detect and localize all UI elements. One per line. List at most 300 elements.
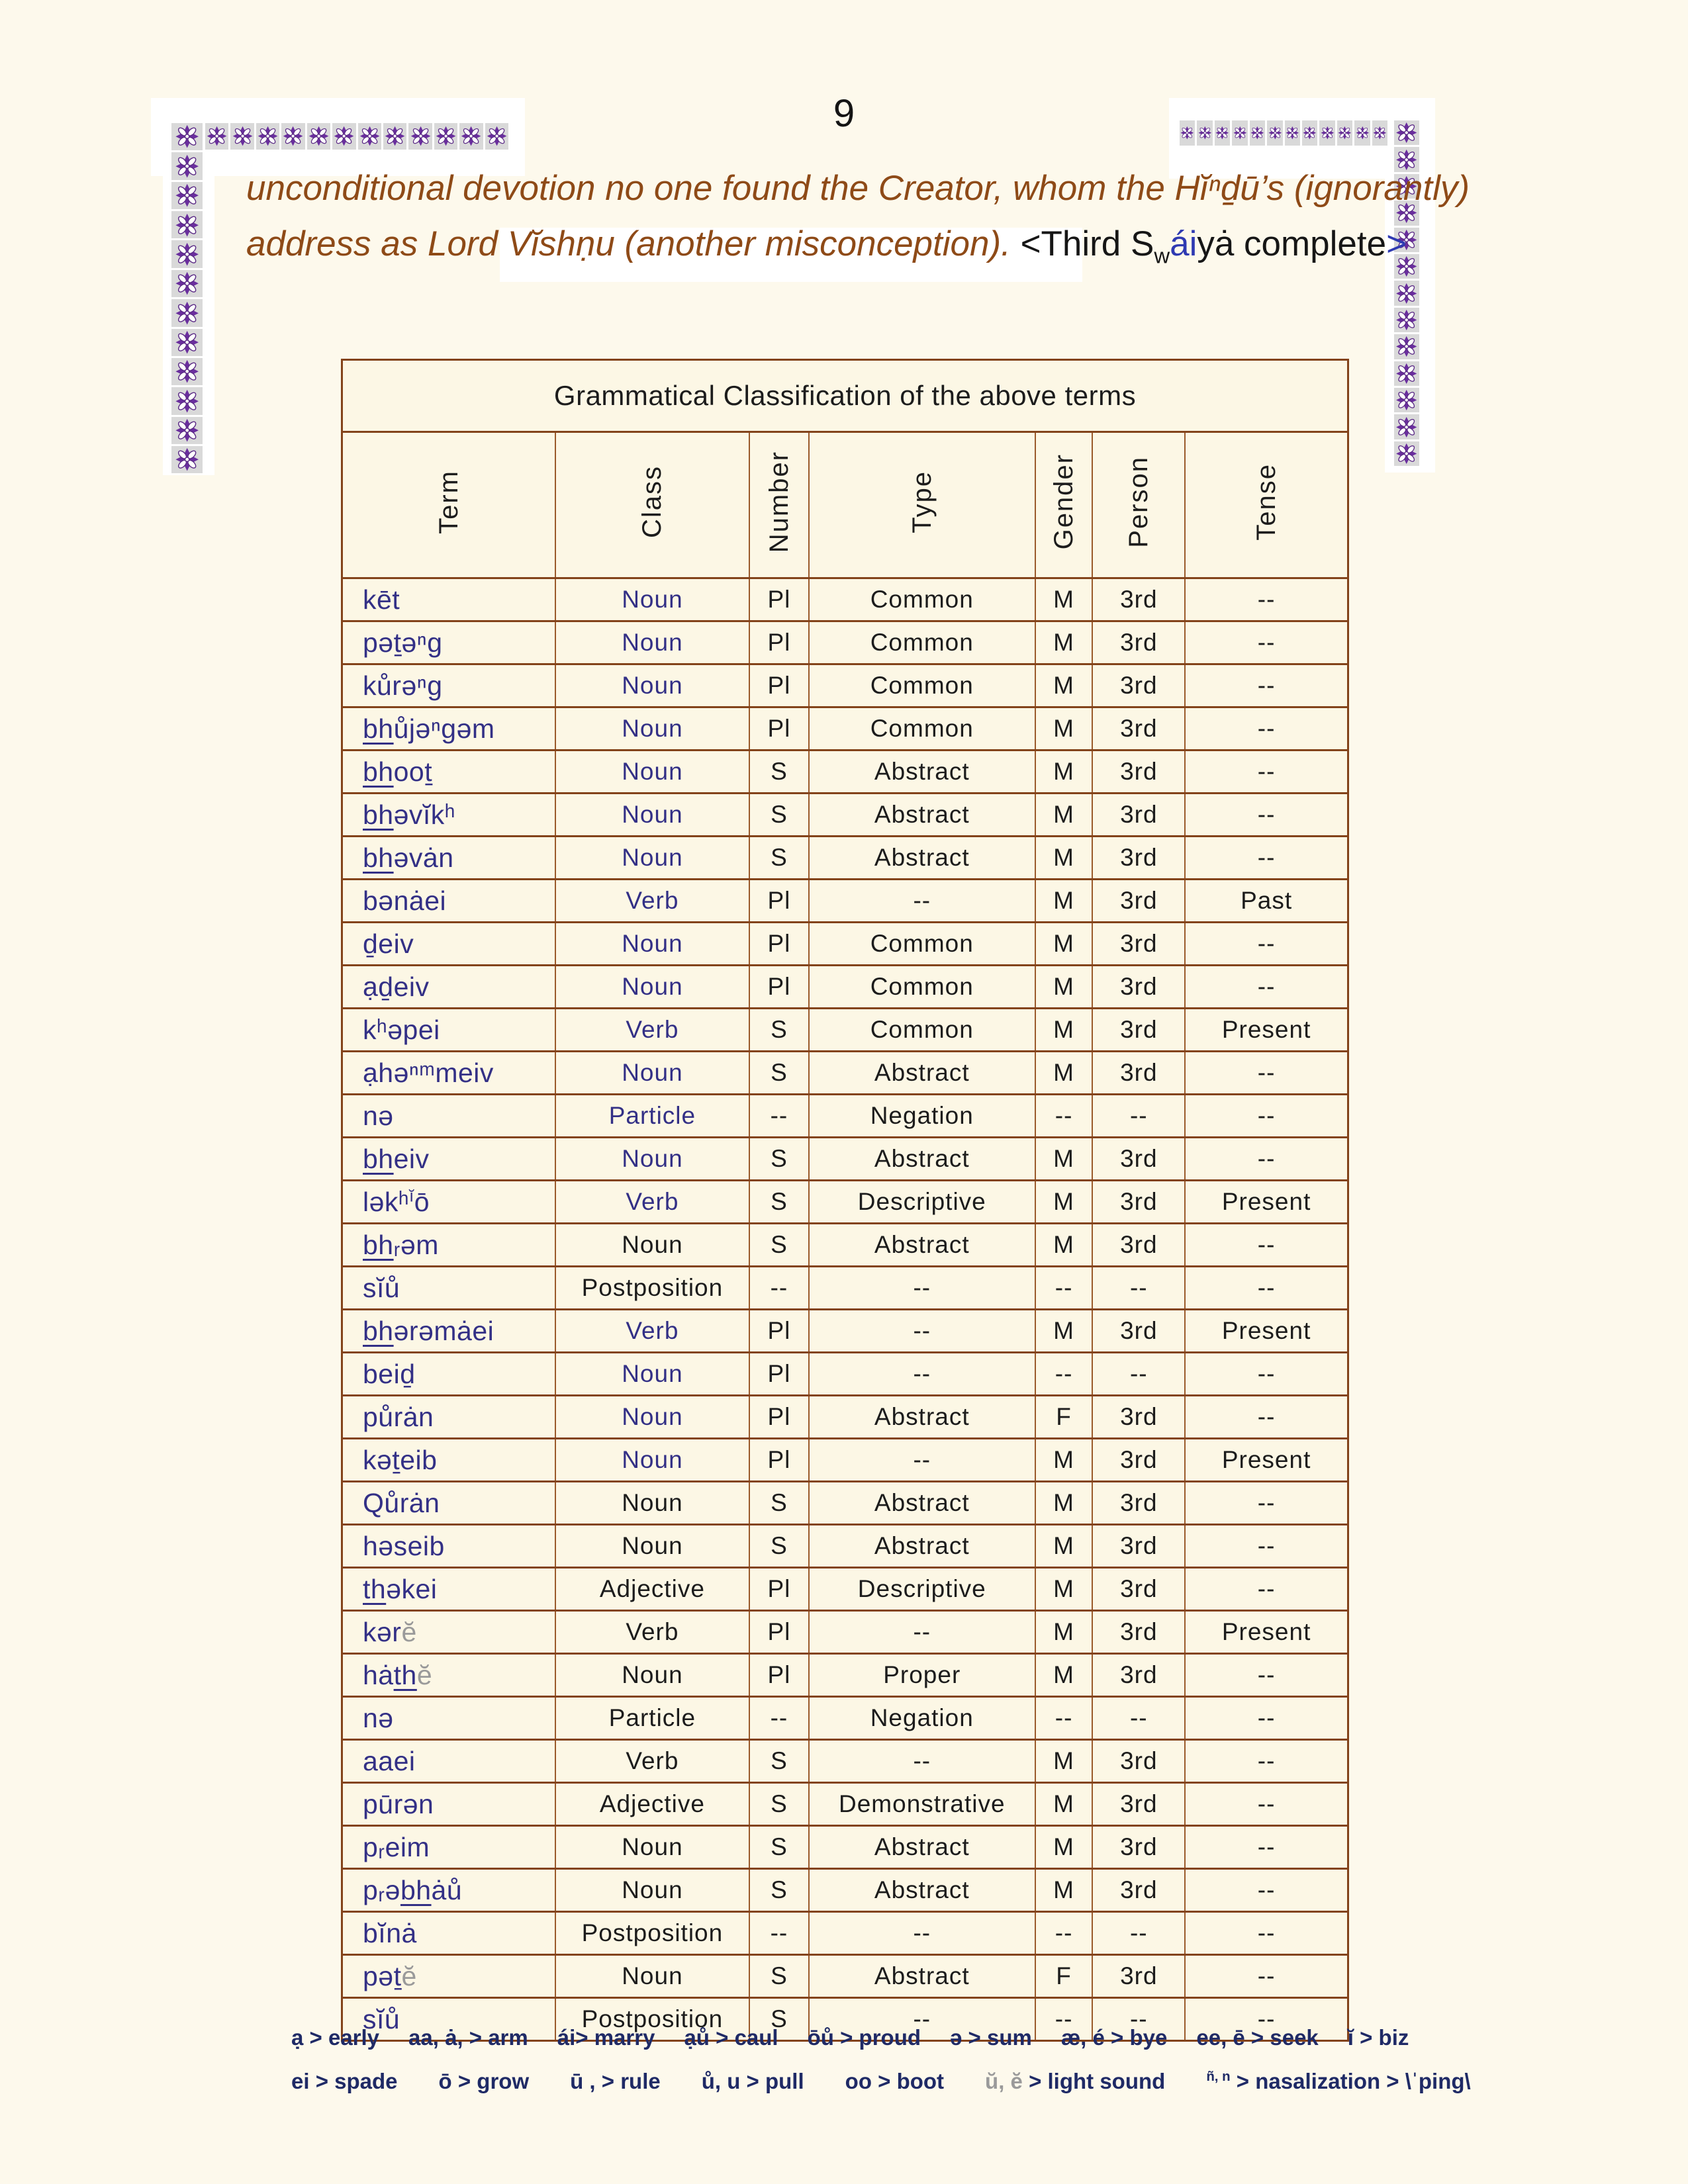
cell-tense: Present — [1185, 1310, 1348, 1353]
cell-gender: -- — [1035, 1697, 1093, 1740]
cell-class: Noun — [555, 1224, 749, 1267]
flower-ornament-icon — [171, 446, 203, 473]
table-row — [342, 1353, 1348, 1396]
cell-term: aaei — [342, 1740, 555, 1783]
cell-type: Descriptive — [809, 1181, 1035, 1224]
cell-type: Demonstrative — [809, 1783, 1035, 1826]
cell-person: 3rd — [1092, 1439, 1185, 1482]
table-row — [342, 923, 1348, 966]
cell-gender: -- — [1035, 1267, 1093, 1310]
cell-number: S — [749, 1826, 809, 1869]
cell-number: S — [749, 1955, 809, 1998]
cell-person: -- — [1092, 1998, 1185, 2041]
key-item: oo > boot — [845, 2069, 945, 2093]
cell-term: pūrən — [342, 1783, 555, 1826]
cell-class: Verb — [555, 1740, 749, 1783]
cell-class: Noun — [555, 794, 749, 837]
table-row — [342, 1439, 1348, 1482]
cell-class: Adjective — [555, 1568, 749, 1611]
cell-gender: M — [1035, 1826, 1093, 1869]
cell-gender: M — [1035, 1224, 1093, 1267]
table-header-row — [342, 432, 1348, 578]
key-item: ei > spade — [291, 2069, 398, 2093]
flower-ornament-icon — [171, 211, 203, 238]
cell-person: 3rd — [1092, 1310, 1185, 1353]
cell-term: bhəvĭkʰ — [342, 794, 555, 837]
cell-term: kərĕ — [342, 1611, 555, 1654]
cell-class: Noun — [555, 1052, 749, 1095]
cell-type: -- — [809, 880, 1035, 923]
cell-term: nə — [342, 1697, 555, 1740]
cell-tense: -- — [1185, 1267, 1348, 1310]
cell-term: bhəvȧn — [342, 837, 555, 880]
cell-class: Noun — [555, 1869, 749, 1912]
cell-gender: -- — [1035, 1353, 1093, 1396]
cell-person: 3rd — [1092, 1740, 1185, 1783]
cell-number: S — [749, 1998, 809, 2041]
cell-class: Verb — [555, 1009, 749, 1052]
intro-line-2 — [246, 222, 1407, 269]
column-header-number: Number — [749, 432, 809, 578]
cell-type: Abstract — [809, 1396, 1035, 1439]
table-row — [342, 1697, 1348, 1740]
cell-number: Pl — [749, 1439, 809, 1482]
cell-number: Pl — [749, 621, 809, 664]
flower-ornament-icon — [171, 270, 203, 297]
cell-number: S — [749, 837, 809, 880]
cell-type: -- — [809, 1310, 1035, 1353]
cell-gender: -- — [1035, 1912, 1093, 1955]
cell-tense: -- — [1185, 1482, 1348, 1525]
cell-person: 3rd — [1092, 794, 1185, 837]
cell-tense: -- — [1185, 1224, 1348, 1267]
cell-type: -- — [809, 1267, 1035, 1310]
cell-term: bhərəmȧei — [342, 1310, 555, 1353]
cell-number: Pl — [749, 923, 809, 966]
cell-class: Noun — [555, 621, 749, 664]
column-header-class: Class — [555, 432, 749, 578]
cell-tense: -- — [1185, 1869, 1348, 1912]
cell-tense: -- — [1185, 1138, 1348, 1181]
cell-type: Negation — [809, 1697, 1035, 1740]
cell-number: -- — [749, 1267, 809, 1310]
flower-ornament-icon — [171, 152, 203, 179]
cell-class: Verb — [555, 1181, 749, 1224]
pronunciation-key-row-2 — [291, 2069, 1471, 2094]
cell-term: kəṯeib — [342, 1439, 555, 1482]
cell-tense: -- — [1185, 923, 1348, 966]
swaiya-note-blue: ái — [1170, 224, 1197, 263]
cell-tense: -- — [1185, 1095, 1348, 1138]
table-row — [342, 1568, 1348, 1611]
cell-term: kʰəpei — [342, 1009, 555, 1052]
grammar-classification-table — [341, 359, 1349, 2042]
cell-gender: M — [1035, 1568, 1093, 1611]
column-header-type: Type — [809, 432, 1035, 578]
cell-term: sĭů — [342, 1998, 555, 2041]
flower-ornament-icon — [1394, 441, 1419, 466]
key-item: aa, ȧ, > arm — [408, 2025, 528, 2050]
table-row — [342, 1826, 1348, 1869]
cell-number: S — [749, 1138, 809, 1181]
cell-number: Pl — [749, 1396, 809, 1439]
cell-type: Abstract — [809, 751, 1035, 794]
cell-gender: M — [1035, 1740, 1093, 1783]
cell-tense: Present — [1185, 1611, 1348, 1654]
table-row — [342, 837, 1348, 880]
cell-tense: Present — [1185, 1009, 1348, 1052]
cell-gender: M — [1035, 1654, 1093, 1697]
cell-term: bĭnȧ — [342, 1912, 555, 1955]
cell-type: Abstract — [809, 837, 1035, 880]
cell-number: S — [749, 794, 809, 837]
cell-number: S — [749, 1482, 809, 1525]
cell-number: S — [749, 1525, 809, 1568]
key-item: æ, é > bye — [1060, 2025, 1168, 2050]
cell-person: -- — [1092, 1353, 1185, 1396]
column-header-person: Person — [1092, 432, 1185, 578]
page-number: 9 — [833, 92, 855, 135]
flower-ornament-icon — [1394, 361, 1419, 386]
cell-gender: M — [1035, 1181, 1093, 1224]
cell-class: Noun — [555, 837, 749, 880]
table-row — [342, 621, 1348, 664]
cell-person: -- — [1092, 1095, 1185, 1138]
cell-class: Noun — [555, 1353, 749, 1396]
cell-type: -- — [809, 1912, 1035, 1955]
column-header-gender: Gender — [1035, 432, 1093, 578]
cell-person: 3rd — [1092, 1955, 1185, 1998]
table-row — [342, 1482, 1348, 1525]
cell-number: Pl — [749, 578, 809, 621]
table-row — [342, 1525, 1348, 1568]
cell-number: Pl — [749, 1353, 809, 1396]
intro-brown-text: address as Lord Vĭshṇu (another misconception). — [246, 224, 1021, 263]
cell-class: Noun — [555, 1826, 749, 1869]
cell-class: Postposition — [555, 1267, 749, 1310]
cell-term: pəṯəⁿg — [342, 621, 555, 664]
cell-gender: M — [1035, 837, 1093, 880]
cell-term: ḏeiv — [342, 923, 555, 966]
cell-gender: M — [1035, 1783, 1093, 1826]
cell-person: 3rd — [1092, 1611, 1185, 1654]
cell-person: 3rd — [1092, 707, 1185, 751]
cell-tense: -- — [1185, 1697, 1348, 1740]
table-row — [342, 1009, 1348, 1052]
key-item: ŭ, ĕ > light sound — [985, 2069, 1166, 2093]
cell-number: Pl — [749, 966, 809, 1009]
cell-person: 3rd — [1092, 1052, 1185, 1095]
cell-term: půrȧn — [342, 1396, 555, 1439]
cell-person: 3rd — [1092, 1181, 1185, 1224]
cell-term: həseib — [342, 1525, 555, 1568]
cell-gender: M — [1035, 1138, 1093, 1181]
cell-type: Abstract — [809, 1482, 1035, 1525]
cell-number: S — [749, 1869, 809, 1912]
cell-person: 3rd — [1092, 1396, 1185, 1439]
table-row — [342, 1955, 1348, 1998]
cell-person: 3rd — [1092, 1568, 1185, 1611]
cell-type: Abstract — [809, 1869, 1035, 1912]
swaiya-note-black: <Third S — [1020, 224, 1154, 263]
cell-class: Noun — [555, 923, 749, 966]
cell-term: Qůrȧn — [342, 1482, 555, 1525]
cell-type: -- — [809, 1740, 1035, 1783]
cell-term: ləkʰ$^ĭ$ō — [342, 1181, 555, 1224]
cell-term: kēt — [342, 578, 555, 621]
key-item: ĭ > biz — [1347, 2025, 1409, 2050]
cell-person: 3rd — [1092, 1138, 1185, 1181]
key-item: ů, u > pull — [701, 2069, 804, 2093]
cell-tense: -- — [1185, 1568, 1348, 1611]
cell-term: pəṯĕ — [342, 1955, 555, 1998]
cell-number: Pl — [749, 664, 809, 707]
cell-gender: M — [1035, 1869, 1093, 1912]
cell-class: Adjective — [555, 1783, 749, 1826]
table-title: Grammatical Classification of the above terms — [342, 360, 1348, 432]
cell-gender: M — [1035, 664, 1093, 707]
cell-type: Common — [809, 621, 1035, 664]
cell-class: Verb — [555, 1611, 749, 1654]
cell-term: pᵣeim — [342, 1826, 555, 1869]
cell-type: -- — [809, 1998, 1035, 2041]
cell-tense: -- — [1185, 664, 1348, 707]
cell-gender: -- — [1035, 1095, 1093, 1138]
cell-tense: -- — [1185, 578, 1348, 621]
cell-gender: M — [1035, 1310, 1093, 1353]
cell-term: thəkei — [342, 1568, 555, 1611]
cell-person: -- — [1092, 1697, 1185, 1740]
cell-term: bhᵣəm — [342, 1224, 555, 1267]
table-row — [342, 794, 1348, 837]
cell-number: -- — [749, 1912, 809, 1955]
cell-type: Proper — [809, 1654, 1035, 1697]
cell-tense: Present — [1185, 1439, 1348, 1482]
table-row — [342, 578, 1348, 621]
cell-type: Abstract — [809, 1525, 1035, 1568]
cell-number: S — [749, 1783, 809, 1826]
cell-term: bənȧei — [342, 880, 555, 923]
flower-ornament-icon — [171, 387, 203, 414]
cell-number: -- — [749, 1697, 809, 1740]
table-row — [342, 1740, 1348, 1783]
cell-type: -- — [809, 1439, 1035, 1482]
cell-number: Pl — [749, 1611, 809, 1654]
cell-tense: -- — [1185, 1525, 1348, 1568]
flower-ornament-icon — [171, 329, 203, 356]
cell-tense: -- — [1185, 1826, 1348, 1869]
cell-person: 3rd — [1092, 1826, 1185, 1869]
flower-ornament-icon — [171, 299, 203, 326]
cell-class: Noun — [555, 1439, 749, 1482]
cell-tense: -- — [1185, 621, 1348, 664]
table-row — [342, 664, 1348, 707]
cell-type: Common — [809, 707, 1035, 751]
cell-class: Noun — [555, 664, 749, 707]
cell-person: 3rd — [1092, 1482, 1185, 1525]
cell-person: 3rd — [1092, 621, 1185, 664]
cell-term: ạhəⁿᵐmeiv — [342, 1052, 555, 1095]
cell-number: -- — [749, 1095, 809, 1138]
cell-type: Abstract — [809, 1138, 1035, 1181]
cell-person: 3rd — [1092, 1654, 1185, 1697]
cell-tense: -- — [1185, 837, 1348, 880]
cell-class: Noun — [555, 707, 749, 751]
cell-term: beiḏ — [342, 1353, 555, 1396]
table-row — [342, 1181, 1348, 1224]
cell-gender: M — [1035, 794, 1093, 837]
cell-gender: M — [1035, 1482, 1093, 1525]
cell-class: Noun — [555, 1396, 749, 1439]
cell-gender: -- — [1035, 1998, 1093, 2041]
cell-class: Postposition — [555, 1912, 749, 1955]
cell-person: -- — [1092, 1912, 1185, 1955]
cell-number: S — [749, 1740, 809, 1783]
cell-class: Verb — [555, 880, 749, 923]
cell-person: 3rd — [1092, 923, 1185, 966]
cell-term: bhůjəⁿgəm — [342, 707, 555, 751]
table-row — [342, 1912, 1348, 1955]
table-row — [342, 1783, 1348, 1826]
cell-class: Verb — [555, 1310, 749, 1353]
cell-term: nə — [342, 1095, 555, 1138]
cell-term: hȧthĕ — [342, 1654, 555, 1697]
cell-term: pᵣəbhȧů — [342, 1869, 555, 1912]
cell-class: Particle — [555, 1095, 749, 1138]
flower-ornament-icon — [1394, 308, 1419, 332]
cell-gender: M — [1035, 1052, 1093, 1095]
cell-person: 3rd — [1092, 664, 1185, 707]
pronunciation-key-row-1 — [291, 2025, 1456, 2050]
key-item: ạ > early — [291, 2025, 380, 2050]
table-row — [342, 707, 1348, 751]
flower-ornament-icon — [171, 182, 203, 209]
cell-class: Postposition — [555, 1998, 749, 2041]
cell-person: 3rd — [1092, 837, 1185, 880]
cell-person: 3rd — [1092, 578, 1185, 621]
cell-class: Noun — [555, 1525, 749, 1568]
cell-person: 3rd — [1092, 1869, 1185, 1912]
cell-term: bheiv — [342, 1138, 555, 1181]
key-item: ōů > proud — [807, 2025, 921, 2050]
cell-type: Abstract — [809, 1826, 1035, 1869]
cell-class: Particle — [555, 1697, 749, 1740]
table-row — [342, 1095, 1348, 1138]
cell-gender: M — [1035, 1525, 1093, 1568]
flower-ornament-icon — [171, 358, 203, 385]
cell-gender: M — [1035, 578, 1093, 621]
key-item: ū , > rule — [570, 2069, 661, 2093]
cell-tense: -- — [1185, 1740, 1348, 1783]
cell-person: 3rd — [1092, 1009, 1185, 1052]
cell-term: sĭů — [342, 1267, 555, 1310]
cell-class: Noun — [555, 751, 749, 794]
cell-gender: M — [1035, 880, 1093, 923]
table-row — [342, 1396, 1348, 1439]
flower-ornament-icon — [1394, 281, 1419, 305]
cell-gender: F — [1035, 1955, 1093, 1998]
cell-number: S — [749, 1052, 809, 1095]
cell-type: -- — [809, 1353, 1035, 1396]
cell-number: Pl — [749, 1568, 809, 1611]
cell-number: S — [749, 1224, 809, 1267]
intro-brown-text: unconditional devotion no one found the Creator, whom the Hĭⁿḏū’s (ignorantly) — [246, 169, 1470, 208]
key-item: $^{ñ, n}$ > nasalization > \ˈping\ — [1206, 2069, 1471, 2093]
cell-type: Negation — [809, 1095, 1035, 1138]
cell-gender: M — [1035, 966, 1093, 1009]
flower-ornament-icon — [1394, 414, 1419, 439]
cell-gender: F — [1035, 1396, 1093, 1439]
cell-person: 3rd — [1092, 966, 1185, 1009]
key-item: ái> marry — [557, 2025, 655, 2050]
cell-class: Noun — [555, 1654, 749, 1697]
cell-gender: M — [1035, 923, 1093, 966]
cell-tense: -- — [1185, 1783, 1348, 1826]
cell-type: Abstract — [809, 1955, 1035, 1998]
cell-tense: -- — [1185, 1396, 1348, 1439]
table-row — [342, 1869, 1348, 1912]
table-row — [342, 1267, 1348, 1310]
swaiya-note-black: yȧ complete — [1197, 224, 1387, 263]
flower-ornament-icon — [1394, 388, 1419, 412]
column-header-term: Term — [342, 432, 555, 578]
cell-number: S — [749, 1009, 809, 1052]
cell-tense: -- — [1185, 1912, 1348, 1955]
cell-type: Common — [809, 1009, 1035, 1052]
cell-tense: -- — [1185, 1353, 1348, 1396]
key-item: ō > grow — [438, 2069, 530, 2093]
cell-tense: -- — [1185, 1955, 1348, 1998]
key-item: ạů > caul — [684, 2025, 778, 2050]
cell-tense: -- — [1185, 751, 1348, 794]
cell-tense: Past — [1185, 880, 1348, 923]
cell-number: Pl — [749, 1310, 809, 1353]
cell-gender: M — [1035, 621, 1093, 664]
closing-angle: > — [1386, 224, 1407, 263]
cell-gender: M — [1035, 1611, 1093, 1654]
cell-tense: -- — [1185, 707, 1348, 751]
cell-number: S — [749, 1181, 809, 1224]
cell-tense: -- — [1185, 1998, 1348, 2041]
cell-type: Abstract — [809, 794, 1035, 837]
cell-type: Common — [809, 966, 1035, 1009]
cell-number: Pl — [749, 707, 809, 751]
table-row — [342, 751, 1348, 794]
cell-type: Abstract — [809, 1224, 1035, 1267]
cell-person: 3rd — [1092, 751, 1185, 794]
cell-person: 3rd — [1092, 1224, 1185, 1267]
cell-tense: -- — [1185, 1654, 1348, 1697]
cell-type: Descriptive — [809, 1568, 1035, 1611]
table-row — [342, 880, 1348, 923]
cell-term: ạḏeiv — [342, 966, 555, 1009]
cell-number: Pl — [749, 880, 809, 923]
cell-term: bhooṯ — [342, 751, 555, 794]
flower-ornament-icon — [171, 240, 203, 267]
table-row — [342, 1654, 1348, 1697]
cell-person: 3rd — [1092, 1525, 1185, 1568]
cell-gender: M — [1035, 1009, 1093, 1052]
column-header-tense: Tense — [1185, 432, 1348, 578]
cell-class: Noun — [555, 1482, 749, 1525]
table-row — [342, 1138, 1348, 1181]
table-row — [342, 1310, 1348, 1353]
cell-tense: Present — [1185, 1181, 1348, 1224]
cell-class: Noun — [555, 1138, 749, 1181]
cell-type: Common — [809, 578, 1035, 621]
cell-tense: -- — [1185, 1052, 1348, 1095]
flower-ornament-icon — [171, 417, 203, 444]
